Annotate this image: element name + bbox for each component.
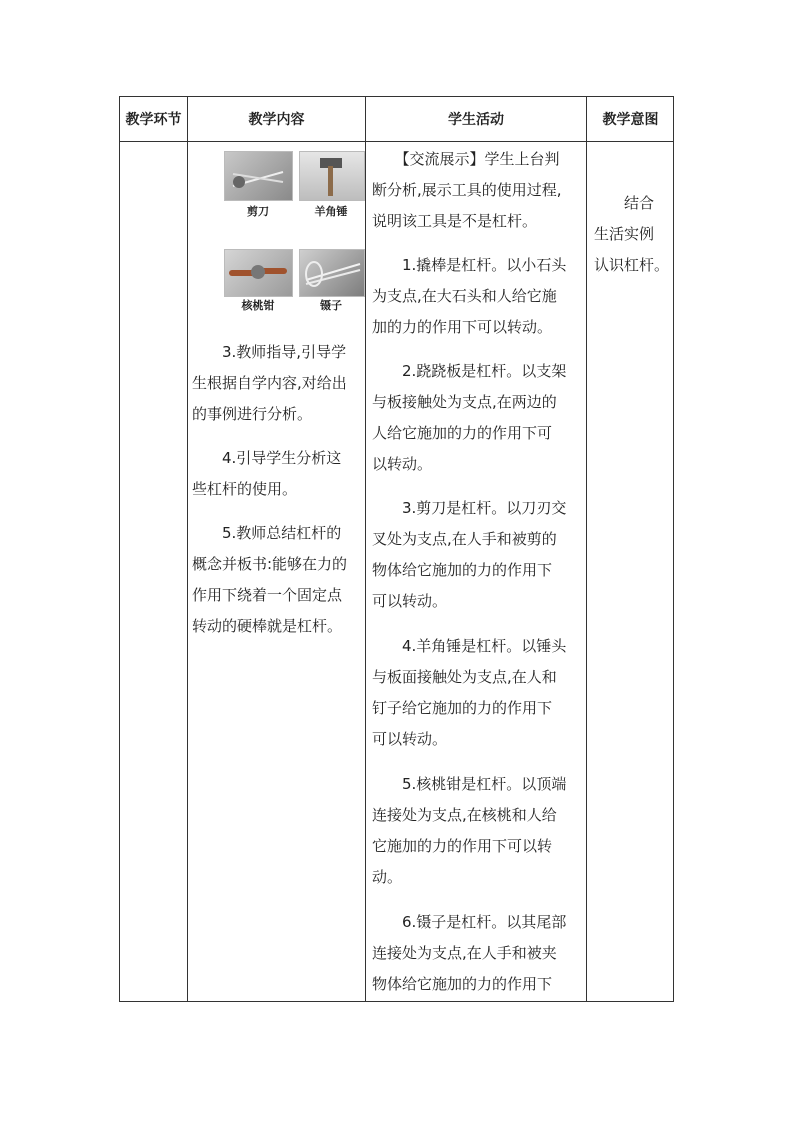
- activity-line: 钉子给它施加的力的作用下: [372, 699, 553, 717]
- header-activity: 学生活动: [448, 112, 504, 128]
- activity-line: 1.撬棒是杠杆。以小石头: [372, 256, 567, 274]
- column-divider: [365, 97, 366, 1001]
- activity-line: 以转动。: [372, 455, 433, 473]
- image-caption: 剪刀: [247, 205, 269, 218]
- scissors-image: [224, 151, 293, 201]
- intent-line: 认识杠杆。: [594, 256, 670, 274]
- activity-line: 动。: [372, 868, 403, 886]
- header-stage: 教学环节: [125, 112, 182, 128]
- image-caption: 核桃钳: [241, 299, 275, 312]
- activity-line: 连接处为支点,在人手和被夹: [372, 944, 557, 962]
- activity-line: 为支点,在大石头和人给它施: [372, 287, 557, 305]
- intent-line: 结合: [594, 194, 655, 212]
- content-line: 转动的硬棒就是杠杆。: [192, 617, 343, 635]
- activity-line: 叉处为支点,在人手和被剪的: [372, 530, 557, 548]
- tweezers-image: [299, 249, 365, 297]
- content-line: 生根据自学内容,对给出: [192, 374, 347, 392]
- activity-line: 6.镊子是杠杆。以其尾部: [372, 913, 567, 931]
- content-line: 3.教师指导,引导学: [192, 343, 347, 361]
- image-caption: 镊子: [320, 299, 342, 312]
- activity-line: 物体给它施加的力的作用下: [372, 975, 553, 993]
- activity-line: 4.羊角锤是杠杆。以锤头: [372, 637, 567, 655]
- activity-line: 它施加的力的作用下可以转: [372, 837, 553, 855]
- lesson-table: [119, 96, 674, 1002]
- nutcracker-image: [224, 249, 293, 297]
- content-line: 4.引导学生分析这: [192, 449, 342, 467]
- content-line: 的事例进行分析。: [192, 405, 313, 423]
- content-line: 作用下绕着一个固定点: [192, 586, 343, 604]
- image-caption: 羊角锤: [314, 205, 348, 218]
- content-line: 概念并板书:能够在力的: [192, 555, 348, 573]
- content-line: 5.教师总结杠杆的: [192, 524, 342, 542]
- content-line: 些杠杆的使用。: [192, 480, 298, 498]
- activity-line: 物体给它施加的力的作用下: [372, 561, 553, 579]
- activity-line: 连接处为支点,在核桃和人给: [372, 806, 557, 824]
- activity-line: 2.跷跷板是杠杆。以支架: [372, 362, 567, 380]
- header-content: 教学内容: [248, 112, 305, 128]
- activity-line: 3.剪刀是杠杆。以刀刃交: [372, 499, 567, 517]
- activity-line: 可以转动。: [372, 730, 448, 748]
- intent-line: 生活实例: [594, 225, 655, 243]
- header-intent: 教学意图: [602, 112, 659, 128]
- activity-line: 5.核桃钳是杠杆。以顶端: [372, 775, 567, 793]
- activity-line: 与板接触处为支点,在两边的: [372, 393, 557, 411]
- activity-line: 说明该工具是不是杠杆。: [372, 212, 538, 230]
- activity-line: 人给它施加的力的作用下可: [372, 424, 553, 442]
- activity-line: 与板面接触处为支点,在人和: [372, 668, 557, 686]
- header-divider: [120, 141, 673, 142]
- activity-line: 加的力的作用下可以转动。: [372, 318, 553, 336]
- column-divider: [586, 97, 587, 1001]
- column-divider: [187, 97, 188, 1001]
- activity-line: 断分析,展示工具的使用过程,: [372, 181, 562, 199]
- claw-hammer-image: [299, 151, 365, 201]
- activity-line: 可以转动。: [372, 592, 448, 610]
- activity-line: 【交流展示】学生上台判: [372, 150, 560, 168]
